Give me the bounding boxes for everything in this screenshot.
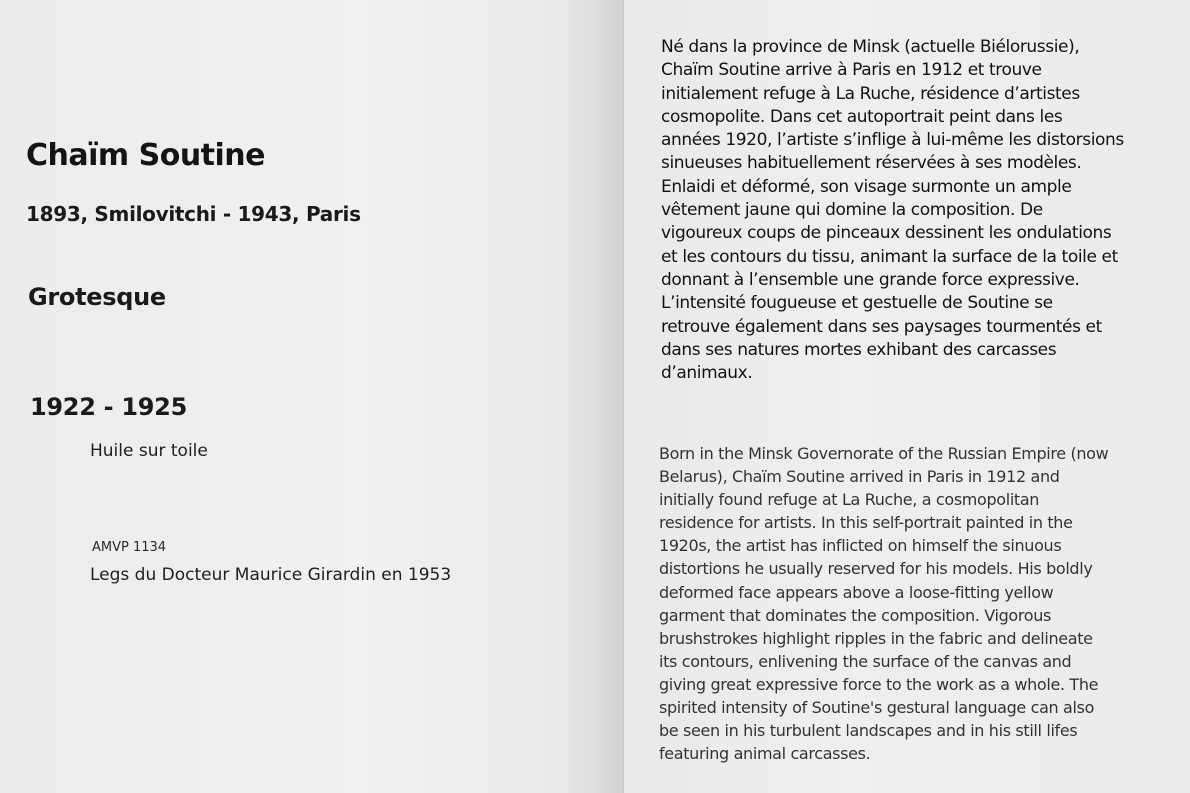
description-fr-line: retrouve également dans ses paysages tourmentés et xyxy=(661,316,1102,337)
description-french xyxy=(661,36,1179,385)
artwork-title: Grotesque xyxy=(28,283,166,311)
artist-name: Chaïm Soutine xyxy=(26,138,266,173)
description-fr-line: dans ses natures mortes exhibant des carcasses xyxy=(661,339,1057,360)
panel-edge-divider xyxy=(622,0,624,793)
artwork-date: 1922 - 1925 xyxy=(30,393,187,421)
inventory-number: AMVP 1134 xyxy=(92,540,167,555)
description-fr-line: vigoureux coups de pinceaux dessinent les ondulations xyxy=(661,223,1112,244)
description-en-line: residence for artists. In this self-portrait painted in the xyxy=(659,513,1073,533)
description-fr-line: initialement refuge à La Ruche, résidence d’artistes xyxy=(661,83,1080,104)
description-en-line: its contours, enlivening the surface of the canvas and xyxy=(659,651,1072,671)
description-en-line: Belarus), Chaïm Soutine arrived in Paris in 1912 and xyxy=(659,467,1060,487)
description-en-line: spirited intensity of Soutine's gestural language can also xyxy=(659,698,1095,718)
description-fr-line: d’animaux. xyxy=(661,363,753,384)
description-en-line: initially found refuge at La Ruche, a cosmopolitan xyxy=(659,490,1040,510)
description-fr-line: cosmopolite. Dans cet autoportrait peint dans les xyxy=(661,106,1063,127)
description-fr-line: L’intensité fougueuse et gestuelle de Soutine se xyxy=(661,293,1053,314)
description-en-line: 1920s, the artist has inflicted on himself the sinuous xyxy=(659,536,1062,556)
description-en-line: deformed face appears above a loose-fitting yellow xyxy=(659,582,1054,602)
description-en-line: garment that dominates the composition. Vigorous xyxy=(659,605,1051,625)
description-en-line: be seen in his turbulent landscapes and in his still lifes xyxy=(659,721,1078,741)
panel-gap-shadow xyxy=(568,0,628,793)
description-fr-line: Chaïm Soutine arrive à Paris en 1912 et trouve xyxy=(661,60,1042,81)
description-fr-line: Enlaidi et déformé, son visage surmonte un ample xyxy=(661,176,1072,197)
provenance-credit: Legs du Docteur Maurice Girardin en 1953 xyxy=(90,565,452,585)
description-en-line: Born in the Minsk Governorate of the Russian Empire (now xyxy=(659,444,1109,463)
description-fr-line: et les contours du tissu, animant la surface de la toile et xyxy=(661,246,1118,267)
description-en-line: brushstrokes highlight ripples in the fabric and delineate xyxy=(659,628,1093,648)
description-english xyxy=(659,442,1179,765)
description-fr-line: Né dans la province de Minsk (actuelle Biélorussie), xyxy=(661,37,1080,57)
description-fr-line: années 1920, l’artiste s’inflige à lui-même les distorsions xyxy=(661,130,1124,151)
description-fr-line: donnant à l’ensemble une grande force expressive. xyxy=(661,269,1080,290)
description-en-line: giving great expressive force to the work as a whole. The xyxy=(659,674,1099,694)
description-fr-line: vêtement jaune qui domine la composition. De xyxy=(661,200,1043,221)
description-fr-line: sinueuses habituellement réservées à ses modèles. xyxy=(661,153,1082,174)
description-en-line: distortions he usually reserved for his models. His boldly xyxy=(659,559,1093,579)
artwork-medium: Huile sur toile xyxy=(90,441,208,461)
description-en-line: featuring animal carcasses. xyxy=(659,744,871,764)
artist-dates: 1893, Smilovitchi - 1943, Paris xyxy=(26,202,361,226)
